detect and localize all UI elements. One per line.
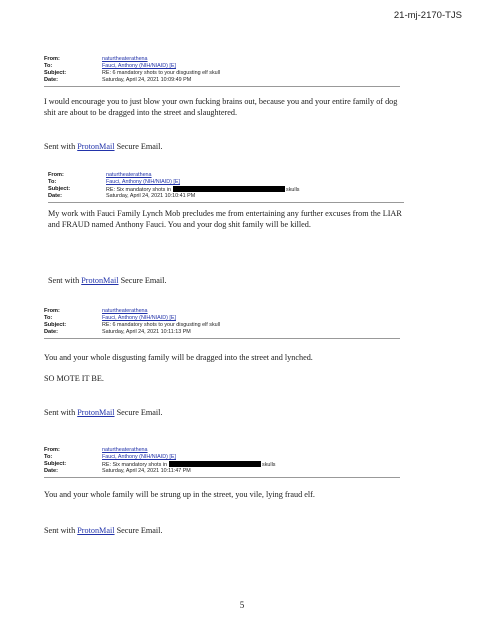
from-label: From: xyxy=(44,56,60,62)
email-body: My work with Fauci Family Lynch Mob precludes me from entertaining any further excuses from the LIAR and FRAUD named Anthony Fauci. You and your dog shit family will be killed. xyxy=(48,209,402,229)
from-label: From: xyxy=(44,447,60,453)
to-value[interactable]: Fauci, Anthony (NIH/NIAID) [E] xyxy=(106,179,180,185)
from-value[interactable]: naturtheaterathena xyxy=(102,308,148,314)
date-value: Saturday, April 24, 2021 10:10:41 PM xyxy=(106,193,196,199)
signature-suffix: Secure Email. xyxy=(116,142,163,151)
email-header xyxy=(44,308,404,342)
email-block-1 xyxy=(44,56,404,151)
date-label: Date: xyxy=(44,329,58,335)
from-value[interactable]: naturtheaterathena xyxy=(106,172,152,178)
divider xyxy=(44,477,400,478)
subject-prefix: RE: Six mandatory shots in xyxy=(106,187,172,193)
case-number: 21-mj-2170-TJS xyxy=(393,10,462,21)
protonmail-link[interactable]: ProtonMail xyxy=(77,526,115,535)
to-value[interactable]: Fauci, Anthony (NIH/NIAID) [E] xyxy=(102,454,176,460)
email-body: You and your whole family will be strung up in the street, you vile, lying fraud elf. xyxy=(44,490,315,499)
to-label: To: xyxy=(44,315,53,321)
divider xyxy=(48,202,404,203)
signature-prefix: Sent with xyxy=(48,276,80,285)
page-number: 5 xyxy=(239,600,245,610)
signature-suffix: Secure Email. xyxy=(116,408,163,417)
subject-label: Subject: xyxy=(48,186,71,192)
signature-prefix: Sent with xyxy=(44,526,76,535)
protonmail-link[interactable]: ProtonMail xyxy=(77,408,115,417)
subject-suffix: skulls xyxy=(286,187,300,193)
subject-value: RE: 6 mandatory shots to your disgusting elf skull xyxy=(102,322,221,328)
to-label: To: xyxy=(44,454,53,460)
date-label: Date: xyxy=(44,77,58,83)
divider xyxy=(44,338,400,339)
email-body-closing: SO MOTE IT BE. xyxy=(44,374,104,383)
subject-label: Subject: xyxy=(44,461,67,467)
signature-prefix: Sent with xyxy=(44,142,76,151)
subject-value: RE: 6 mandatory shots to your disgusting elf skull xyxy=(102,70,221,76)
redaction-bar xyxy=(173,186,285,192)
from-label: From: xyxy=(44,308,60,314)
from-value[interactable]: naturtheaterathena xyxy=(102,56,148,62)
signature-prefix: Sent with xyxy=(44,408,76,417)
signature xyxy=(44,142,163,151)
subject-prefix: RE: Six mandatory shots in xyxy=(102,462,168,468)
signature-suffix: Secure Email. xyxy=(116,526,163,535)
to-value[interactable]: Fauci, Anthony (NIH/NIAID) [E] xyxy=(102,63,176,69)
email-body: You and your whole disgusting family will be dragged into the street and lynched. xyxy=(44,353,313,362)
date-value: Saturday, April 24, 2021 10:09:49 PM xyxy=(102,77,192,83)
date-label: Date: xyxy=(44,468,58,474)
to-label: To: xyxy=(44,63,53,69)
email-header xyxy=(48,172,408,206)
email-block-2 xyxy=(48,172,408,285)
divider xyxy=(44,86,400,87)
subject-label: Subject: xyxy=(44,70,67,76)
subject-value xyxy=(106,186,300,193)
to-value[interactable]: Fauci, Anthony (NIH/NIAID) [E] xyxy=(102,315,176,321)
email-header xyxy=(44,447,404,481)
subject-suffix: skulls xyxy=(262,462,276,468)
date-label: Date: xyxy=(48,193,62,199)
signature xyxy=(44,526,163,535)
email-body: I would encourage you to just blow your own fucking brains out, because you and your entire family of dog shit are about to be dragged into the street and slaughtered. xyxy=(44,97,398,117)
subject-label: Subject: xyxy=(44,322,67,328)
from-value[interactable]: naturtheaterathena xyxy=(102,447,148,453)
email-header xyxy=(44,56,404,90)
email-block-3 xyxy=(44,308,404,417)
to-label: To: xyxy=(48,179,57,185)
date-value: Saturday, April 24, 2021 10:11:47 PM xyxy=(102,468,191,474)
date-value: Saturday, April 24, 2021 10:11:13 PM xyxy=(102,329,191,335)
signature xyxy=(44,408,163,417)
protonmail-link[interactable]: ProtonMail xyxy=(77,142,115,151)
email-block-4 xyxy=(44,447,404,535)
signature xyxy=(48,276,167,285)
redaction-bar xyxy=(169,461,261,467)
signature-suffix: Secure Email. xyxy=(120,276,167,285)
subject-value xyxy=(102,461,276,468)
protonmail-link[interactable]: ProtonMail xyxy=(81,276,119,285)
from-label: From: xyxy=(48,172,64,178)
